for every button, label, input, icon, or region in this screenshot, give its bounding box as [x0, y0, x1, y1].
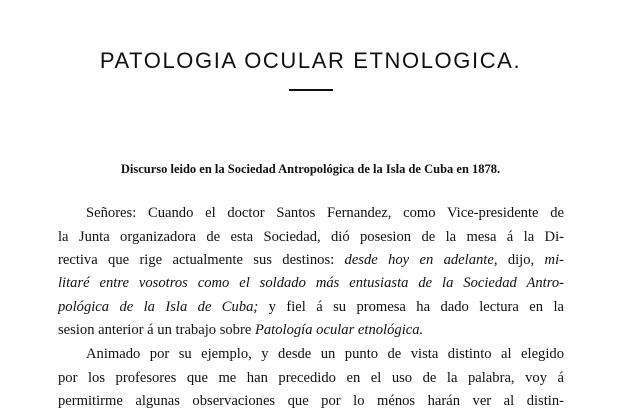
paragraph-1-line-6	[58, 320, 564, 340]
document-title: PATOLOGIA OCULAR ETNOLOGICA.	[99, 48, 522, 73]
paragraph-2-line-3: permitirme algunas observaciones que por lo ménos harán ver al distin-	[58, 393, 564, 409]
italic-run: desde hoy en adelante,	[344, 252, 498, 268]
paragraph-2-line-2: por los profesores que me han precedido en el uso de la palabra, voy á	[58, 370, 564, 386]
paragraph-1-line-4	[58, 273, 564, 293]
text-run: sesion anterior á un trabajo sobre	[58, 322, 255, 338]
paragraph-1-line-5	[58, 297, 564, 317]
italic-run: mi-	[544, 252, 564, 268]
text-run: y fiel á su promesa ha dado lectura en la	[258, 299, 564, 315]
paragraph-1-line-3	[58, 250, 564, 270]
text-run: rectiva que rige actualmente sus destinos:	[58, 252, 345, 268]
italic-run: pológica de la Isla de Cuba;	[58, 299, 259, 315]
italic-run: Patología ocular etnológica.	[254, 322, 424, 338]
document-subtitle: Discurso leido en la Sociedad Antropológica de la Isla de Cuba en 1878.	[120, 162, 501, 176]
italic-run: litaré entre vosotros como el soldado más entusiasta de la Sociedad Antro-	[58, 275, 564, 291]
paragraph-2-line-1: Animado por su ejemplo, y desde un punto de vista distinto al elegido	[86, 346, 564, 362]
paragraph-1-line-1: Señores: Cuando el doctor Santos Fernandez, como Vice-presidente de	[86, 205, 564, 221]
text-run: dijo,	[497, 252, 545, 268]
title-divider	[289, 89, 333, 91]
paragraph-1-line-2: la Junta organizadora de esta Sociedad, dió posesion de la mesa á la Di-	[58, 229, 564, 245]
